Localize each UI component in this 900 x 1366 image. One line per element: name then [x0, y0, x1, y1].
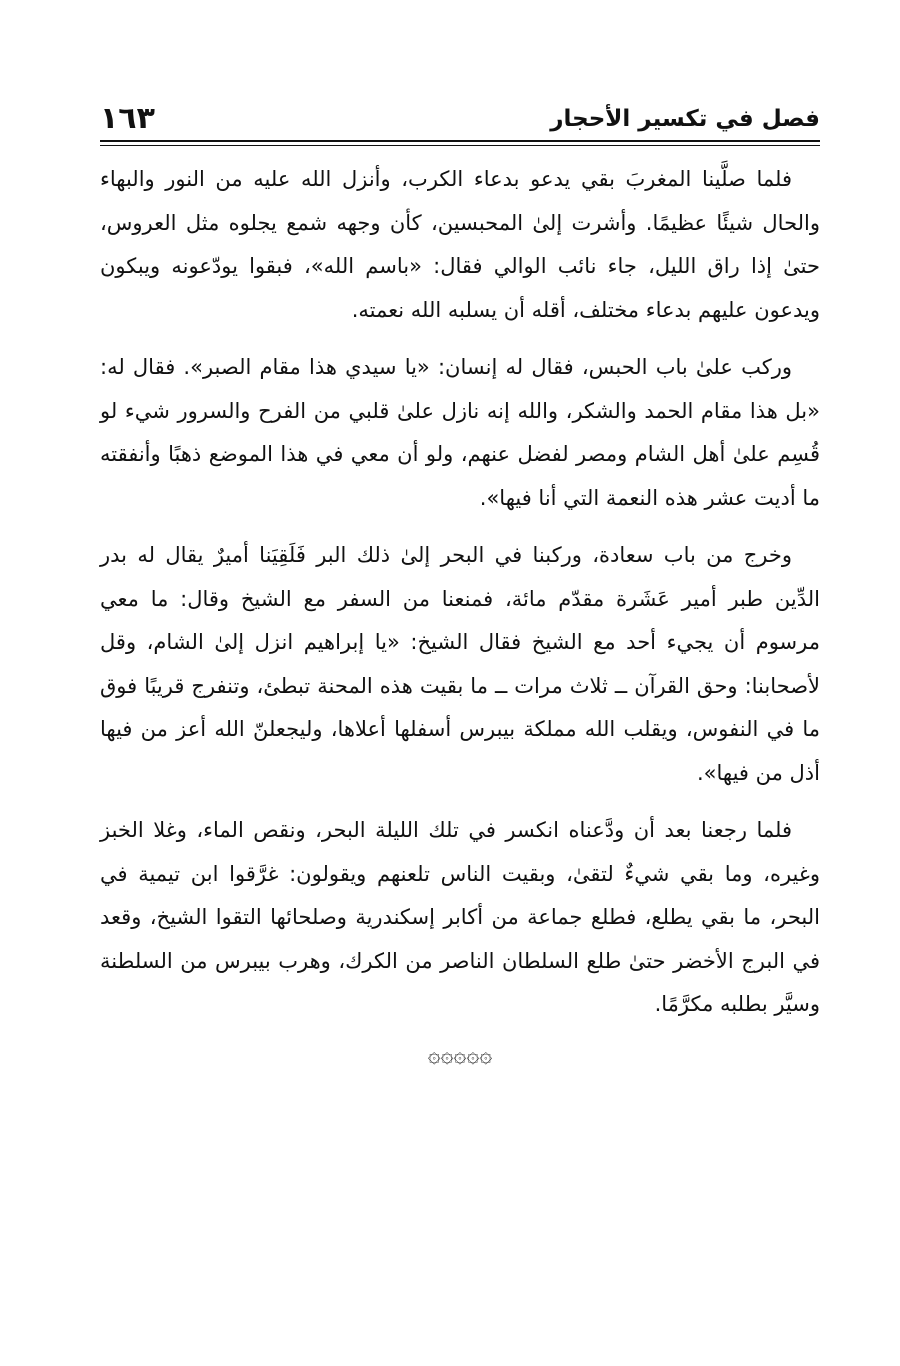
header-double-rule — [100, 140, 820, 146]
section-end-ornament: ۞۞۞۞۞ — [427, 1042, 493, 1068]
book-page — [100, 100, 820, 1250]
paragraph-2: وركب علىٰ باب الحبس، فقال له إنسان: «يا سيدي هذا مقام الصبر». فقال له: «بل هذا مقام الحمد والشكر، والله إنه نازل علىٰ قلبي من الفرح والسرور شيء لو قُسِم علىٰ أهل الشام ومصر لفضل عنهم، ولو أن معي في هذا الموضع ذهبًا وأنفقته ما أديت عشر هذه النعمة التي أنا فيها». — [100, 355, 820, 510]
paragraph-3: وخرج من باب سعادة، وركبنا في البحر إلىٰ ذلك البر فَلَقِيَنا أميرٌ يقال له بدر الدِّين طبر أمير عَشَرة مقدّم مائة، فمنعنا من السفر مع الشيخ وقال: ما معي مرسوم أن يجيء أحد مع الشيخ فقال الشيخ: «يا إبراهيم انزل إلىٰ الشام، وقل لأصحابنا: وحق القرآن ــ ثلاث مرات ــ ما بقيت هذه المحنة تبطئ، وتنفرج قريبًا فوق ما في النفوس، ويقلب الله مملكة بيبرس أسفلها أعلاها، وليجعلنّ الله أعز من فيها أذل من فيها». — [100, 543, 820, 785]
paragraph-1: فلما صلَّينا المغربَ بقي يدعو بدعاء الكرب، وأنزل الله عليه من النور والبهاء والحال شيئًا عظيمًا. وأشرت إلىٰ المحبسين، كأن وجهه شمع يجلوه مثل العروس، حتىٰ إذا راق الليل، جاء نائب الوالي فقال: «باسم الله»، فبقوا يودّعونه ويبكون ويدعون عليهم بدعاء مختلف، أقله أن يسلبه الله نعمته. — [100, 167, 820, 322]
running-title: فصل في تكسير الأحجار — [550, 106, 820, 132]
body-text — [100, 158, 820, 1027]
page-header — [100, 100, 820, 144]
paragraph-4: فلما رجعنا بعد أن ودَّعناه انكسر في تلك الليلة البحر، ونقص الماء، وغلا الخبز وغيره، وما بقي شيءٌ لتقىٰ، وبقيت الناس تلعنهم ويقولون: غرَّقوا ابن تيمية في البحر، ما بقي يطلع، فطلع جماعة من أكابر إسكندرية وصلحائها التقوا الشيخ، وقعد في البرج الأخضر حتىٰ طلع السلطان الناصر من الكرك، وهرب بيبرس من السلطنة وسيَّر بطلبه مكرَّمًا. — [100, 818, 820, 1016]
page-number: ١٦٣ — [100, 101, 155, 136]
